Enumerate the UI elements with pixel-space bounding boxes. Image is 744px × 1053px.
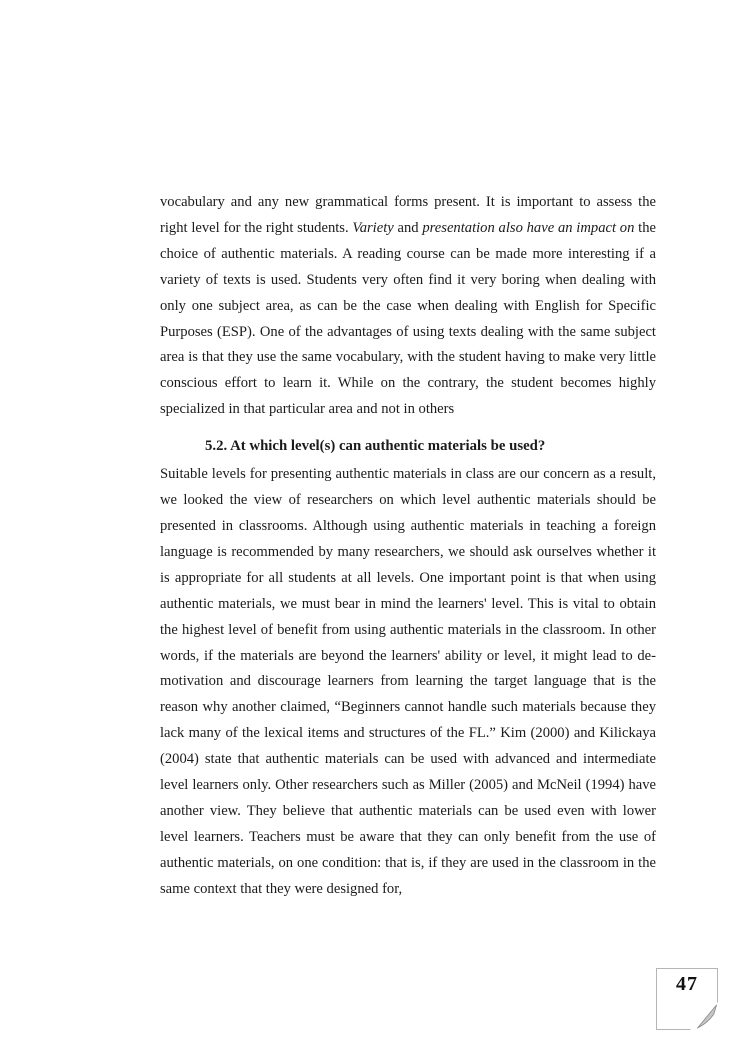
page-number-box: [656, 968, 718, 1030]
text-segment: the choice of authentic materials. A reading course can be made more interesting if a variety of texts is used. Students very often find it very boring when dealing with only one subject area, as can be the case when dealing with English for Specific Purposes (ESP). One of the advantages of using texts dealing with the same subject area is that they use the same vocabulary, with the student having to make very little conscious effort to learn it. While on the contrary, the student becomes highly specialized in that particular area and not in others: [160, 219, 656, 418]
text-segment-italic: Variety: [352, 219, 394, 236]
text-block: [160, 190, 656, 903]
paragraph-1: [160, 190, 656, 423]
paragraph-2: Suitable levels for presenting authentic materials in class are our concern as a result, we looked the view of researchers on which level authentic materials should be presented in classrooms. Although using authentic materials in teaching a foreign language is recommended by many researchers, we should ask ourselves whether it is appropriate for all students at all levels. One important point is that when using authentic materials, we must bear in mind the learners' level. This is vital to obtain the highest level of benefit from using authentic materials in the classroom. In other words, if the materials are beyond the learners' ability or level, it might lead to de-motivation and discourage learners from learning the target language that is the reason why another claimed, “Beginners cannot handle such materials because they lack many of the lexical items and structures of the FL.” Kim (2000) and Kilickaya (2004) state that authentic materials can be used with advanced and intermediate level learners only. Other researchers such as Miller (2005) and McNeil (1994) have another view. They believe that authentic materials can be used even with lower level learners. Teachers must be aware that they can only benefit from the use of authentic materials, on one condition: that is, if they are used in the classroom in the same context that they were designed for,: [160, 466, 656, 897]
page-number: 47: [676, 973, 698, 995]
text-segment: vocabulary and any new grammatical forms present. It is important to assess the right level for the right students.: [160, 194, 656, 236]
folded-corner-icon: [690, 1002, 718, 1030]
text-segment: and: [393, 219, 423, 236]
section-heading: 5.2. At which level(s) can authentic materials be used?: [205, 438, 546, 455]
text-segment-italic: presentation also have an impact on: [422, 219, 635, 236]
